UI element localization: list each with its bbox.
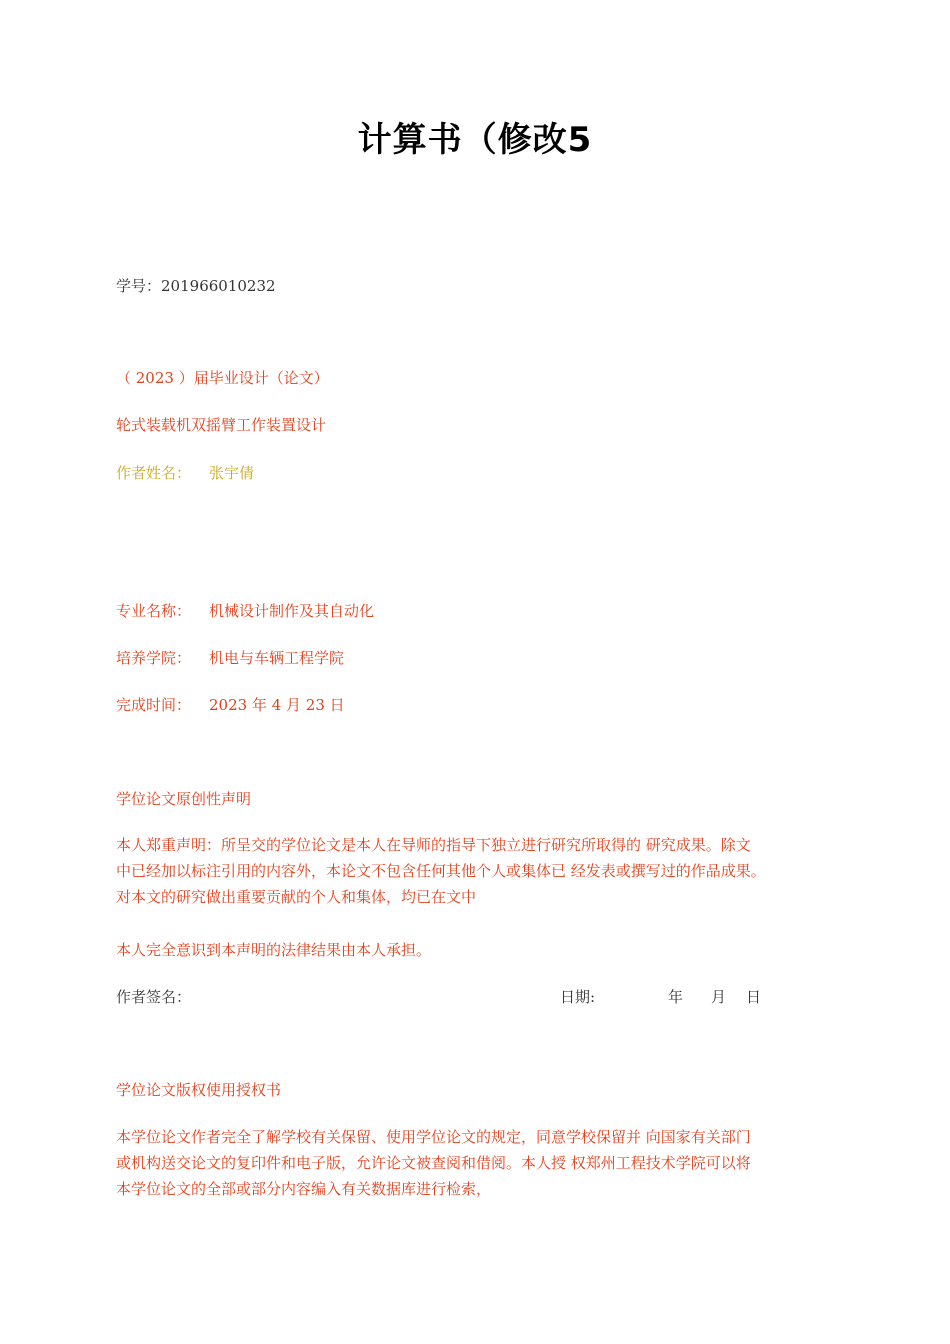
college-value: 机电与车辆工程学院 <box>209 649 345 667</box>
author-value: 张宇倩 <box>209 464 255 482</box>
author-line <box>116 463 254 483</box>
document-title: 计算书（修改5 <box>357 120 593 160</box>
graduation-year-line: （ 2023 ）届毕业设计（论文） <box>116 369 329 387</box>
author-signature-label: 作者签名： <box>116 988 192 1006</box>
originality-heading: 学位论文原创性声明 <box>116 790 252 808</box>
copyright-heading: 学位论文版权使用授权书 <box>116 1081 282 1099</box>
student-id-value: 201966010232 <box>161 277 276 295</box>
originality-statement <box>116 832 846 910</box>
completion-label: 完成时间： <box>116 696 192 714</box>
copyright-line: 或机构送交论文的复印件和电子版，允许论文被查阅和借阅。本人授 权郑州工程技术学院可以将 <box>116 1154 751 1172</box>
student-id-line <box>116 276 276 296</box>
date-month-label: 月 <box>711 988 727 1006</box>
major-label: 专业名称： <box>116 602 192 620</box>
originality-line: 对本文的研究做出重要贡献的个人和集体，均已在文中 <box>116 888 477 906</box>
copyright-line: 本学位论文的全部或部分内容编入有关数据库进行检索， <box>116 1180 492 1198</box>
completion-line <box>116 695 345 715</box>
date-label: 日期: <box>560 988 596 1006</box>
originality-line: 本人郑重声明：所呈交的学位论文是本人在导师的指导下独立进行研究所取得的 研究成果。除文 <box>116 836 751 854</box>
responsibility-statement: 本人完全意识到本声明的法律结果由本人承担。 <box>116 941 432 959</box>
copyright-statement <box>116 1124 846 1202</box>
major-line <box>116 601 374 621</box>
student-id-label: 学号： <box>116 277 162 295</box>
college-line <box>116 648 344 668</box>
date-year-label: 年 <box>668 988 684 1006</box>
originality-line: 中已经加以标注引用的内容外，本论文不包含任何其他个人或集体已 经发表或撰写过的作品成果。 <box>116 862 766 880</box>
copyright-line: 本学位论文作者完全了解学校有关保留、使用学位论文的规定，同意学校保留并 向国家有关部门 <box>116 1128 751 1146</box>
completion-value: 2023 年 4 月 23 日 <box>209 696 345 714</box>
major-value: 机械设计制作及其自动化 <box>209 602 375 620</box>
thesis-title: 轮式装载机双摇臂工作装置设计 <box>116 416 327 434</box>
date-day-label: 日 <box>746 988 762 1006</box>
college-label: 培养学院： <box>116 649 192 667</box>
author-label: 作者姓名： <box>116 464 192 482</box>
signature-row <box>116 987 816 1007</box>
